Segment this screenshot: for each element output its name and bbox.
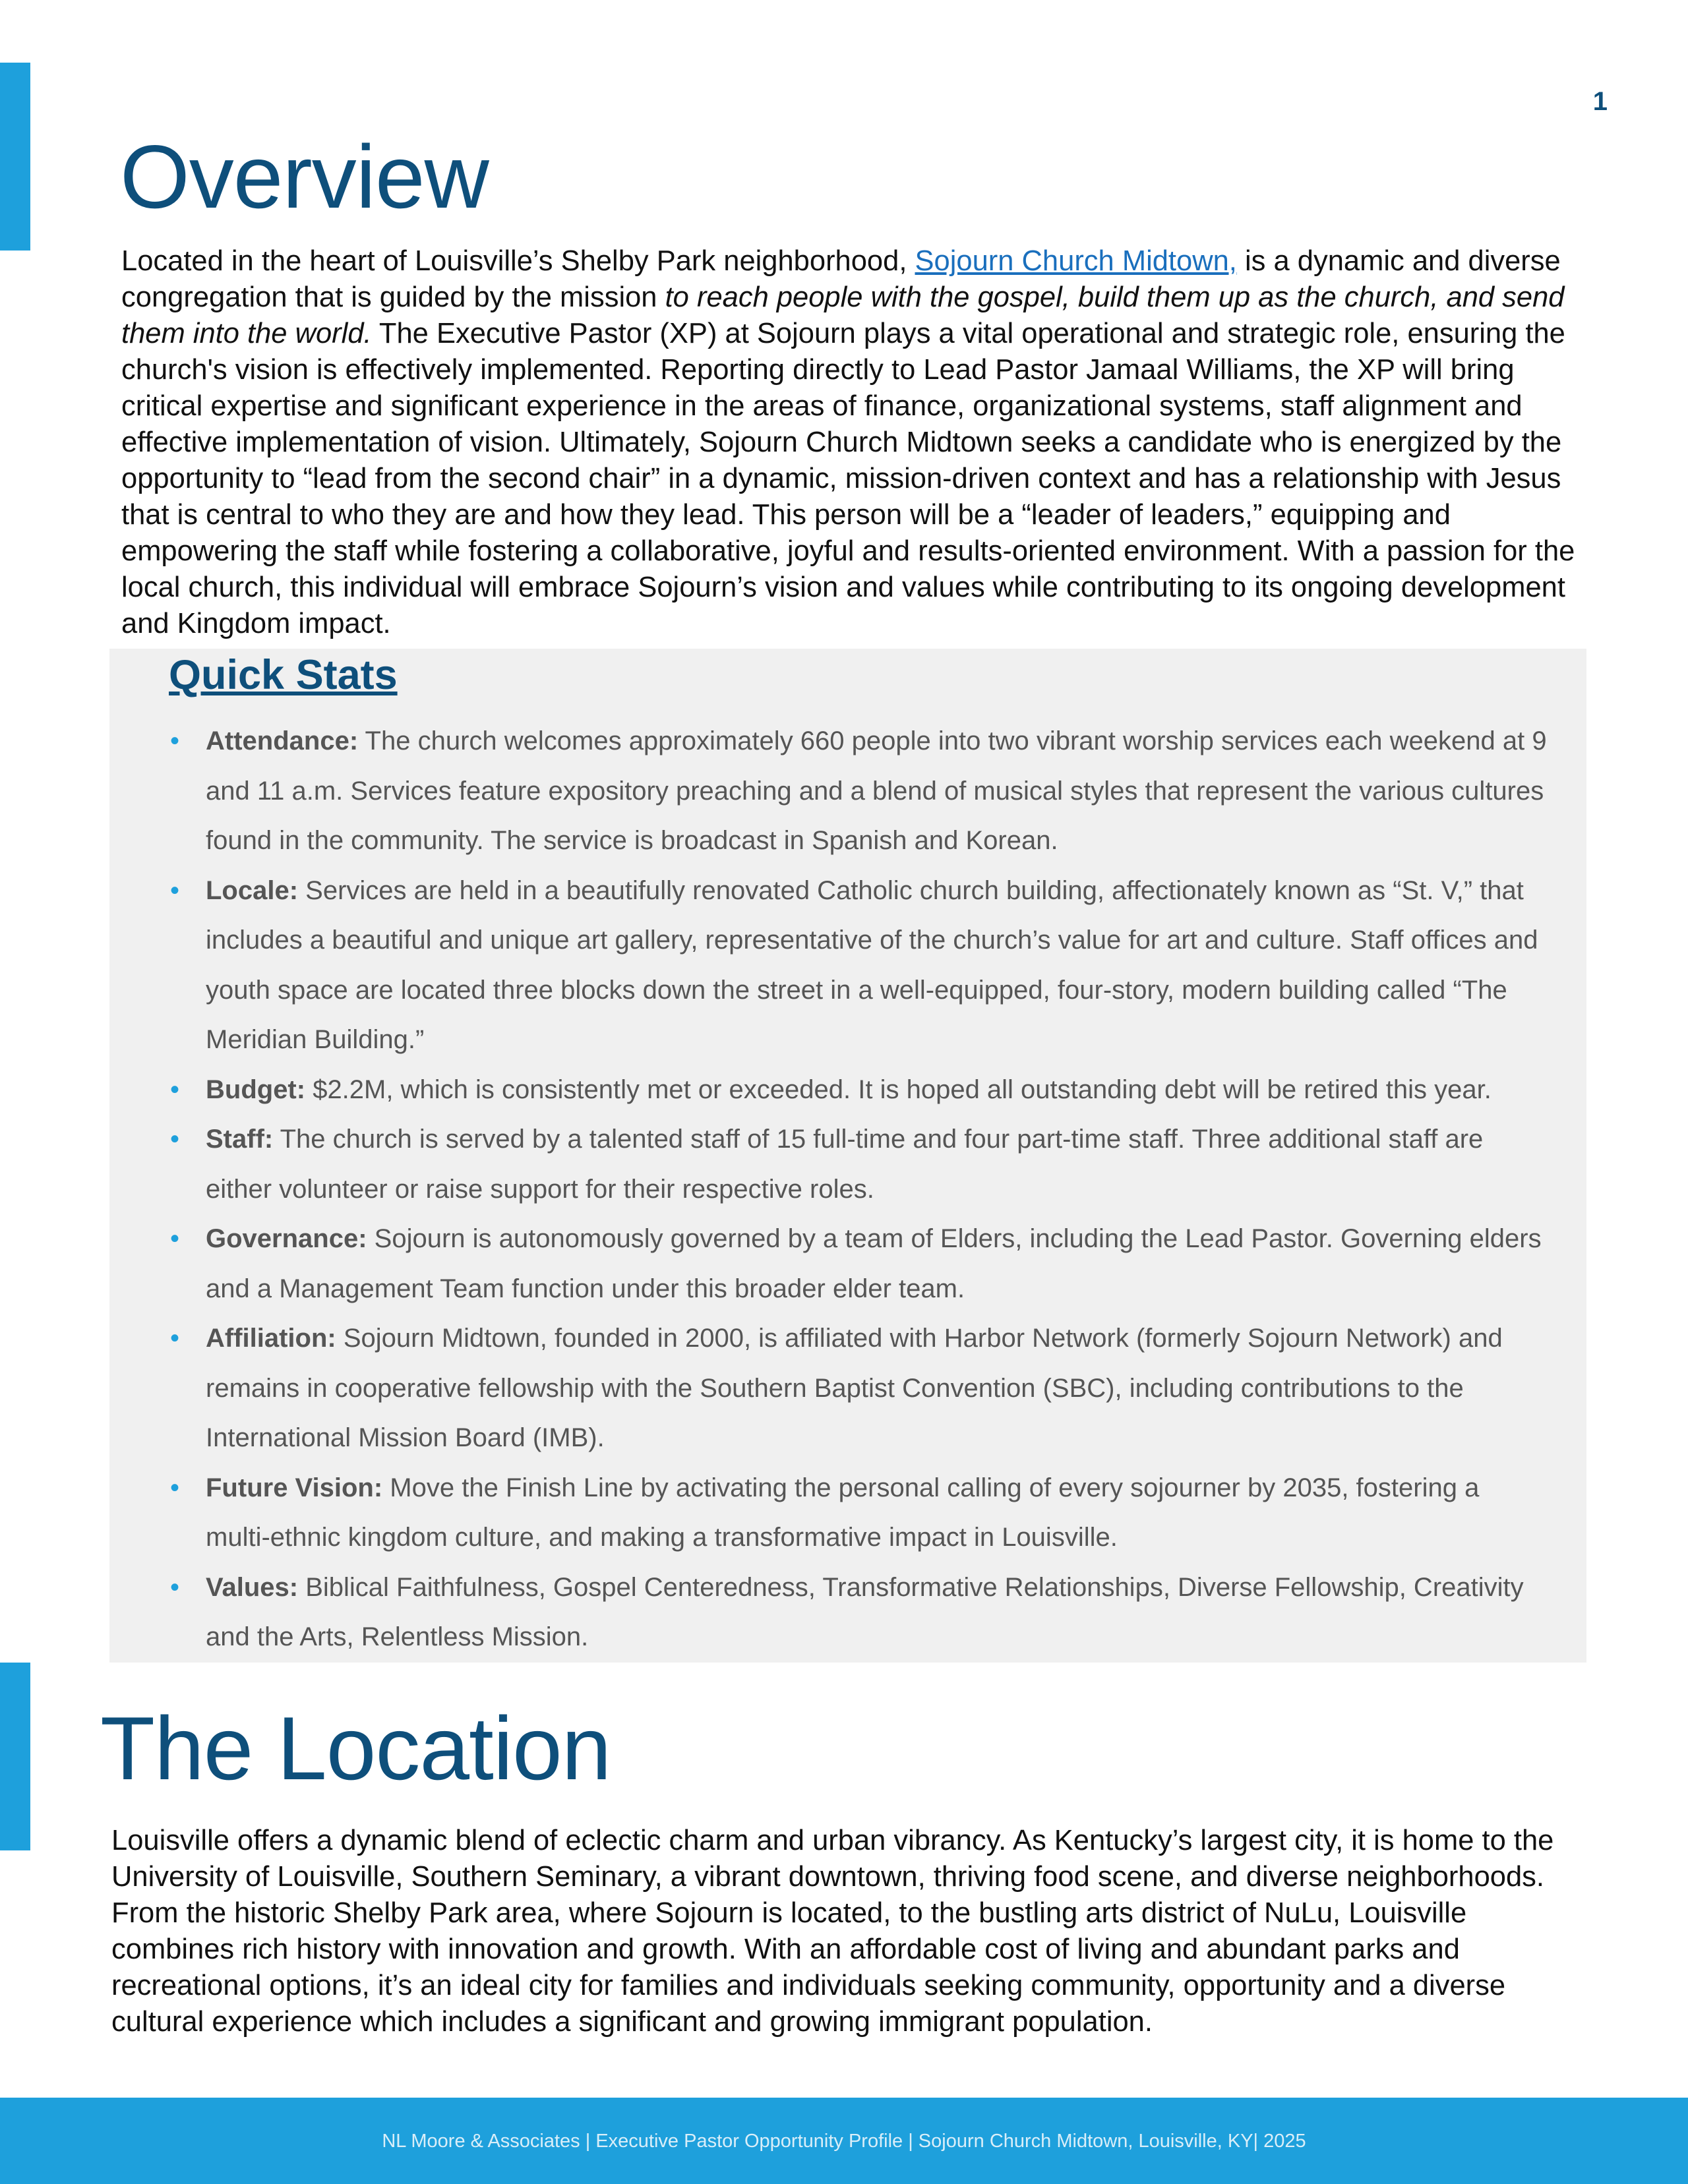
quick-stat-item — [170, 717, 1551, 866]
bullet-icon: • — [170, 1224, 180, 1253]
quick-stat-text: Services are held in a beautifully renovated Catholic church building, affectionately known as “St. V,” that includes a beautiful and unique art gallery, representative of the church’s value for art and culture. Staff offices and youth space are located three blocks down the street in a well-equipped, four-story, modern building called “The Meridian Building.” — [206, 875, 1538, 1054]
sojourn-church-midtown-link[interactable]: Sojourn Church Midtown, — [915, 245, 1237, 277]
quick-stat-item — [170, 1314, 1551, 1463]
bullet-icon: • — [170, 1324, 180, 1353]
bullet-icon: • — [170, 1125, 180, 1154]
quick-stat-text: Move the Finish Line by activating the personal calling of every sojourner by 2035, fostering a multi-ethnic kingdom culture, and making a transformative impact in Louisville. — [206, 1473, 1480, 1552]
footer-text: NL Moore & Associates | Executive Pastor Opportunity Profile | Sojourn Church Midtown, Louisville, KY| 2025 — [382, 2131, 1306, 2152]
quick-stat-text: $2.2M, which is consistently met or exceeded. It is hoped all outstanding debt will be retired this year. — [305, 1075, 1492, 1104]
overview-heading: Overview — [120, 127, 489, 227]
accent-bar-location — [0, 1663, 30, 1850]
quick-stat-text: The church is served by a talented staff of 15 full-time and four part-time staff. Three additional staff are either volunteer or raise support for their respective roles. — [206, 1125, 1484, 1204]
quick-stats-panel — [109, 649, 1586, 1663]
quick-stats-heading: Quick Stats — [169, 652, 398, 698]
bullet-icon: • — [170, 1473, 180, 1502]
overview-text-rest: The Executive Pastor (XP) at Sojourn plays a vital operational and strategic role, ensuring the church's vision is effectively implemented. Reporting directly to Lead Pastor Jamaal Williams, the XP will bring critical expertise and significant experience in the areas of finance, organizational systems, staff alignment and effective implementation of vision. Ultimately, Sojourn Church Midtown seeks a candidate who is energized by the opportunity to “lead from the second chair” in a dynamic, mission-driven context and has a relationship with Jesus that is central to who they are and how they lead. This person will be a “leader of leaders,” equipping and empowering the staff while fostering a collaborative, joyful and results-oriented environment. With a passion for the local church, this individual will embrace Sojourn’s vision and values while contributing to its ongoing development and Kingdom impact. — [121, 318, 1575, 639]
quick-stat-item — [170, 1214, 1551, 1314]
overview-paragraph — [121, 243, 1579, 642]
bullet-icon: • — [170, 875, 180, 905]
quick-stat-item — [170, 1463, 1551, 1563]
page-footer — [0, 2098, 1688, 2184]
quick-stat-item — [170, 1065, 1551, 1115]
bullet-icon: • — [170, 1572, 180, 1602]
overview-text-middle: is a dynamic and diverse congregation that is guided by the mission — [121, 245, 1561, 313]
mission-statement: to reach people with the gospel, build them up as the church, and send them into the world. — [121, 281, 1565, 349]
quick-stat-label: Values: — [206, 1572, 299, 1602]
quick-stat-label: Staff: — [206, 1125, 274, 1154]
quick-stat-text: Biblical Faithfulness, Gospel Centeredness, Transformative Relationships, Diverse Fellowship, Creativity and the Arts, Relentless Mission. — [206, 1572, 1524, 1651]
quick-stat-text: Sojourn Midtown, founded in 2000, is affiliated with Harbor Network (formerly Sojourn Network) and remains in cooperative fellowship with the Southern Baptist Convention (SBC), including contributions to the International Mission Board (IMB). — [206, 1324, 1503, 1452]
bullet-icon: • — [170, 726, 180, 755]
quick-stat-label: Locale: — [206, 875, 299, 905]
quick-stat-item — [170, 866, 1551, 1065]
location-heading: The Location — [100, 1698, 611, 1798]
bullet-icon: • — [170, 1075, 180, 1104]
accent-bar-overview — [0, 63, 30, 251]
location-paragraph: Louisville offers a dynamic blend of eclectic charm and urban vibrancy. As Kentucky’s largest city, it is home to the University of Louisville, Southern Seminary, a vibrant downtown, thriving food scene, and diverse neighborhoods. From the historic Shelby Park area, where Sojourn is located, to the bustling arts district of NuLu, Louisville combines rich history with innovation and growth. With an affordable cost of living and abundant parks and recreational options, it’s an ideal city for families and individuals seeking community, opportunity and a diverse cultural experience which includes a significant and growing immigrant population. — [111, 1825, 1554, 2038]
quick-stat-text: Sojourn is autonomously governed by a team of Elders, including the Lead Pastor. Governing elders and a Management Team function under this broader elder team. — [206, 1224, 1542, 1303]
quick-stat-text: The church welcomes approximately 660 people into two vibrant worship services each weekend at 9 and 11 a.m. Services feature expository preaching and a blend of musical styles that represent the various cultures found in the community. The service is broadcast in Spanish and Korean. — [206, 726, 1547, 855]
quick-stat-label: Governance: — [206, 1224, 367, 1253]
overview-text-intro: Located in the heart of Louisville’s Shelby Park neighborhood, — [121, 245, 915, 277]
quick-stats-list — [170, 717, 1551, 1663]
quick-stat-item — [170, 1563, 1551, 1663]
quick-stat-label: Budget: — [206, 1075, 306, 1104]
quick-stat-label: Affiliation: — [206, 1324, 336, 1353]
quick-stat-label: Future Vision: — [206, 1473, 383, 1502]
quick-stat-item — [170, 1115, 1551, 1214]
quick-stat-label: Attendance: — [206, 726, 359, 755]
page-number: 1 — [1592, 87, 1608, 116]
